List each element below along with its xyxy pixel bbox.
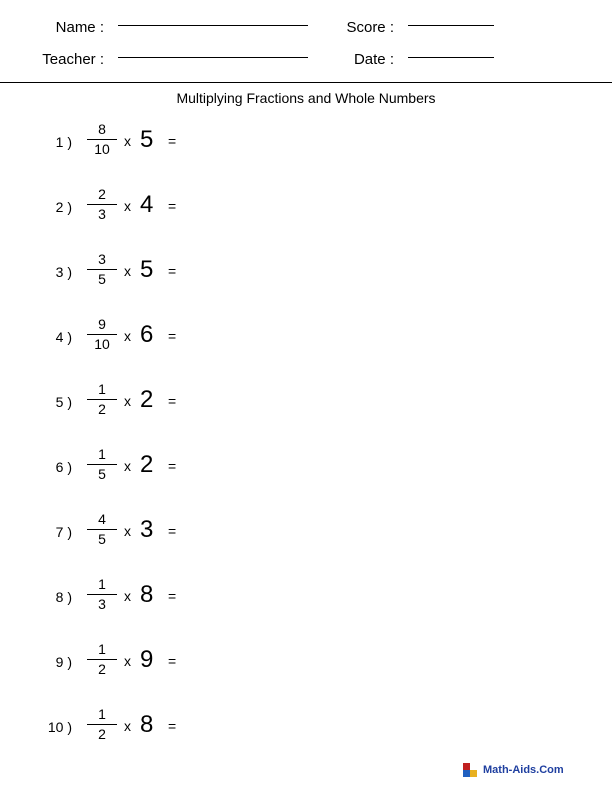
problem-number: 1 ) [55,134,72,150]
fraction-denominator: 3 [98,596,106,612]
fraction-denominator: 2 [98,401,106,417]
header-divider [0,82,612,83]
fraction-bar [87,594,117,595]
fraction-bar [87,269,117,270]
fraction-denominator: 5 [98,271,106,287]
whole-number: 8 [140,581,154,608]
fraction-bar [87,659,117,660]
multiply-operator: x [124,588,131,604]
equals-sign: = [168,653,177,669]
problem-number: 9 ) [55,654,72,670]
problem-number: 2 ) [55,199,72,215]
fraction [82,707,122,742]
fraction-numerator: 4 [98,511,106,527]
fraction-bar [87,139,117,140]
name-label: Name : [55,18,104,36]
math-aids-logo-icon [462,762,478,778]
whole-number: 2 [140,451,154,478]
equals-sign: = [168,198,177,214]
fraction [82,252,122,287]
fraction-numerator: 9 [98,316,106,332]
multiply-operator: x [124,328,131,344]
fraction [82,447,122,482]
fraction-numerator: 1 [98,446,106,462]
problem-list [0,118,612,768]
fraction [82,577,122,612]
equals-sign: = [168,718,177,734]
fraction-numerator: 1 [98,576,106,592]
equals-sign: = [168,588,177,604]
fraction [82,122,122,157]
problem-row [0,638,612,703]
score-input-line[interactable] [408,25,494,26]
fraction-denominator: 2 [98,661,106,677]
header-row-name [0,12,612,42]
problem-number: 10 ) [47,719,72,735]
problem-row [0,508,612,573]
fraction-bar [87,399,117,400]
whole-number: 5 [140,256,154,283]
multiply-operator: x [124,198,131,214]
worksheet-header [0,0,612,80]
date-label: Date : [353,50,394,68]
whole-number: 5 [140,126,154,153]
multiply-operator: x [124,393,131,409]
footer-brand-text: Math-Aids.Com [483,764,564,776]
fraction-numerator: 8 [98,121,106,137]
whole-number: 4 [140,191,154,218]
fraction [82,317,122,352]
fraction-numerator: 2 [98,186,106,202]
header-row-teacher [0,44,612,74]
fraction-denominator: 5 [98,466,106,482]
fraction-numerator: 1 [98,641,106,657]
whole-number: 9 [140,646,154,673]
fraction-bar [87,464,117,465]
problem-row [0,313,612,378]
problem-row [0,443,612,508]
fraction-denominator: 5 [98,531,106,547]
teacher-input-line[interactable] [118,57,308,58]
equals-sign: = [168,263,177,279]
problem-row [0,703,612,768]
multiply-operator: x [124,133,131,149]
fraction [82,512,122,547]
fraction-bar [87,334,117,335]
problem-row [0,118,612,183]
fraction-numerator: 1 [98,381,106,397]
fraction-bar [87,529,117,530]
problem-number: 5 ) [55,394,72,410]
whole-number: 2 [140,386,154,413]
fraction-bar [87,724,117,725]
teacher-label: Teacher : [42,50,104,68]
equals-sign: = [168,133,177,149]
problem-row [0,573,612,638]
fraction-denominator: 2 [98,726,106,742]
fraction-denominator: 10 [94,141,110,157]
equals-sign: = [168,458,177,474]
multiply-operator: x [124,653,131,669]
fraction-denominator: 3 [98,206,106,222]
multiply-operator: x [124,718,131,734]
date-input-line[interactable] [408,57,494,58]
fraction-denominator: 10 [94,336,110,352]
fraction-numerator: 3 [98,251,106,267]
equals-sign: = [168,393,177,409]
problem-number: 7 ) [55,524,72,540]
problem-row [0,183,612,248]
multiply-operator: x [124,458,131,474]
whole-number: 6 [140,321,154,348]
multiply-operator: x [124,523,131,539]
equals-sign: = [168,523,177,539]
whole-number: 3 [140,516,154,543]
fraction [82,642,122,677]
problem-number: 3 ) [55,264,72,280]
fraction [82,187,122,222]
problem-number: 4 ) [55,329,72,345]
fraction [82,382,122,417]
problem-number: 8 ) [55,589,72,605]
fraction-bar [87,204,117,205]
page-title: Multiplying Fractions and Whole Numbers [176,90,436,106]
whole-number: 8 [140,711,154,738]
footer [462,762,564,778]
problem-row [0,248,612,313]
multiply-operator: x [124,263,131,279]
score-label: Score : [346,18,394,36]
equals-sign: = [168,328,177,344]
problem-number: 6 ) [55,459,72,475]
name-input-line[interactable] [118,25,308,26]
problem-row [0,378,612,443]
fraction-numerator: 1 [98,706,106,722]
